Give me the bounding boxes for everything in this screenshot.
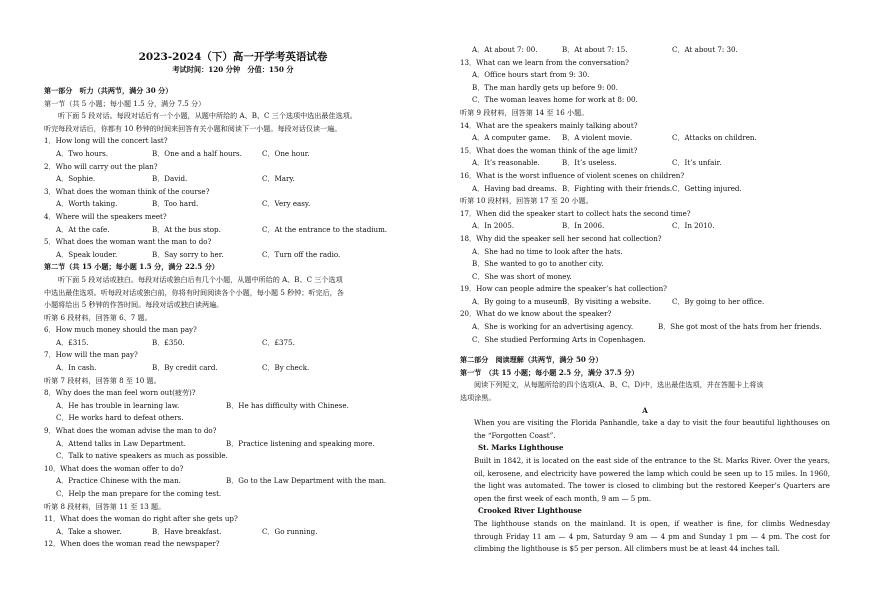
question-8-options	[44, 400, 422, 413]
question-6: 6．How much money should the man pay?	[44, 325, 197, 335]
option-c: C．At the entrance to the stadium.	[262, 224, 388, 234]
option-c: C．Turn off the radio.	[262, 249, 341, 259]
question-10: 10．What does the woman offer to do?	[44, 463, 184, 473]
section2-title: 第二节（共 15 小题；每小题 1.5 分，满分 22.5 分）	[44, 262, 219, 272]
material-7-label: 听第 7 段材料，回答第 8 至 10 题。	[44, 375, 161, 385]
section2-instruction: 中选出最佳选项。听每段对话或独白前，你将有时间阅读各个小题，每小题 5 秒钟；听完后，各	[44, 287, 344, 297]
part1-title: 第一部分 听力（共两节，满分 30 分）	[44, 86, 173, 95]
option-b: B．At the bus stop.	[152, 224, 221, 234]
question-10-options	[44, 475, 422, 488]
option-c: C．Go running.	[262, 526, 318, 536]
option-c: C．By check.	[262, 363, 310, 373]
option-a: A．At the cafe.	[56, 224, 110, 234]
lighthouse-2-text: The lighthouse stands on the mainland. It is open, if weather is fine, for climbs Wednesday through Friday 11 am — 4 pm, Saturday 9 am — 4 pm and Sunday 1 pm — 4 pm. The cost for climbing the lighthouse is $5 per person. All climbers must be at least 44 inches tall.	[474, 518, 830, 554]
option-a: A．Practice Chinese with the man.	[56, 476, 181, 486]
part2-section1-title: 第一节 （共 15 小题；每小题 2.5 分，满分 37.5 分）	[460, 367, 639, 377]
section2-instruction: 小题将给出 5 秒钟的作答时间。每段对话或独白读两遍。	[44, 300, 224, 310]
option-a: A．£315.	[56, 337, 89, 347]
option-a: A．A computer game.	[472, 133, 551, 143]
question-16: 16．What is the worst influence of violent scenes on children?	[460, 170, 685, 180]
question-19: 19．How can people admire the speaker’s hat collection?	[460, 284, 667, 294]
part2-instruction: 选项涂黑。	[460, 393, 496, 403]
option-c: C．£375.	[262, 337, 295, 347]
option-a: A．In cash.	[56, 363, 97, 373]
option-b: B．By credit card.	[152, 363, 218, 373]
option-c: C．She studied Performing Arts in Copenhagen.	[472, 334, 646, 344]
option-a: A．At about 7: 00.	[472, 45, 538, 54]
question-15: 15．What does the woman think of the age limit?	[460, 145, 638, 155]
option-b: B．Go to the Law Department with the man.	[226, 476, 387, 486]
option-c: C．She was short of money.	[472, 271, 572, 281]
option-b: B．At about 7: 15.	[562, 45, 628, 54]
option-c: C．The woman leaves home for work at 8: 00.	[472, 95, 638, 105]
question-17-options	[460, 220, 830, 233]
question-8-options	[44, 412, 422, 425]
question-9: 9．What does the woman advise the man to do?	[44, 426, 217, 436]
question-2-options	[44, 173, 422, 186]
option-c: C．In 2010.	[672, 221, 715, 231]
question-3: 3．What does the woman think of the course?	[44, 186, 210, 196]
question-19-options	[460, 296, 830, 309]
section1-title: 第一节（共 5 小题；每小题 1.5 分，满分 7.5 分）	[44, 98, 206, 108]
option-b: B．Say sorry to her.	[152, 249, 224, 259]
option-a: A．He has trouble in learning law.	[56, 400, 180, 410]
section2-instruction: 听下面 5 段对话或独白。每段对话或独白后有几个小题，从题中所给的 A、B、C 三个选项	[58, 274, 343, 284]
question-9-options	[44, 438, 422, 451]
option-a: A．Take a shower.	[56, 526, 122, 536]
question-5: 5．What does the woman want the man to do?	[44, 237, 212, 247]
option-b: B．A violent movie.	[562, 133, 633, 143]
left-column	[44, 0, 422, 551]
option-b: B．She wanted to go to another city.	[472, 259, 604, 269]
option-b: B．£350.	[152, 337, 185, 347]
option-b: B．The man hardly gets up before 9: 00.	[472, 82, 618, 92]
question-4: 4．Where will the speakers meet?	[44, 211, 167, 221]
lighthouse-2-title: Crooked River Lighthouse	[478, 506, 582, 516]
option-a: A．It’s reasonable.	[472, 158, 540, 168]
question-13-options	[460, 94, 830, 107]
material-9-label: 听第 9 段材料，回答第 14 至 16 小题。	[460, 107, 589, 117]
material-6-label: 听第 6 段材料，回答第 6、7 题。	[44, 312, 152, 322]
option-a: A．In 2005.	[472, 221, 515, 231]
option-c: C．One hour.	[262, 148, 310, 158]
option-c: C．Very easy.	[262, 199, 311, 209]
material-8-label: 听第 8 段材料，回答第 11 至 13 题。	[44, 501, 166, 511]
question-4-options	[44, 224, 422, 237]
question-20: 20．What do we know about the speaker?	[460, 309, 612, 319]
option-c: C．He works hard to defeat others.	[56, 413, 184, 423]
question-9-options	[44, 450, 422, 463]
question-15-options	[460, 157, 830, 170]
option-c: C．Talk to native speakers as much as possible.	[56, 451, 228, 461]
option-b: B．Fighting with their friends.	[562, 183, 673, 193]
option-b: B．Have breakfast.	[152, 526, 222, 536]
option-c: C．Attacks on children.	[672, 133, 757, 143]
option-b: B．It’s useless.	[562, 158, 617, 168]
question-10-options	[44, 488, 422, 501]
option-a: A．She had no time to look after the hats.	[472, 246, 623, 256]
option-b: B．One and a half hours.	[152, 148, 242, 158]
question-12-options	[460, 44, 830, 57]
question-5-options	[44, 249, 422, 262]
question-12: 12．When does the woman read the newspaper?	[44, 539, 220, 549]
question-17: 17．When did the speaker start to collect hats the second time?	[460, 208, 691, 218]
lighthouse-1-title: St. Marks Lighthouse	[478, 443, 564, 453]
option-a: A．Office hours start from 9: 30.	[472, 70, 590, 80]
question-11: 11．What does the woman do right after she gets up?	[44, 514, 238, 524]
question-14: 14．What are the speakers mainly talking about?	[460, 120, 638, 130]
question-3-options	[44, 198, 422, 211]
exam-title: 2023-2024（下）高一开学考英语试卷	[138, 51, 328, 63]
option-b: B．Too hard.	[152, 199, 199, 209]
part2-title: 第二部分 阅读理解（共两节，满分 50 分）	[460, 355, 603, 365]
option-c: C．It’s unfair.	[672, 158, 722, 168]
option-b: B．He has difficulty with Chinese.	[226, 400, 349, 410]
option-a: A．Sophie.	[56, 174, 96, 184]
option-a: A．Attend talks in Law Department.	[56, 438, 186, 448]
question-8: 8．Why does the man feel worn out(疲劳)?	[44, 388, 196, 398]
question-11-options	[44, 526, 422, 539]
option-a: A．Having bad dreams.	[472, 183, 557, 193]
passage-intro: When you are visiting the Florida Panhandle, take a day to visit the four beautiful lighthouses on the “Forgotten Coast”.	[474, 418, 830, 440]
exam-subtitle: 考试时间：120 分钟 分值：150 分	[172, 65, 294, 74]
question-18: 18．Why did the speaker sell her second hat collection?	[460, 233, 662, 243]
option-b: B．She got most of the hats from her friends.	[658, 322, 822, 332]
question-20-options	[460, 321, 830, 334]
option-a: A．She is working for an advertising agency.	[472, 322, 634, 332]
question-13: 13．What can we learn from the conversation?	[460, 57, 629, 67]
question-18-options	[460, 246, 830, 259]
part2-instruction: 阅读下列短文，从每题所给的四个选项(A、B、C、D)中，选出最佳选项，并在答题卡上将该	[474, 380, 764, 390]
question-13-options	[460, 82, 830, 95]
question-7: 7．How will the man pay?	[44, 350, 138, 360]
question-1-options	[44, 148, 422, 161]
option-c: C．Mary.	[262, 174, 295, 184]
section1-instruction: 听下面 5 段对话。每段对话后有一个小题，从题中所给的 A、B、C 三个选项中选出最佳选项。	[58, 111, 357, 121]
question-16-options	[460, 183, 830, 196]
option-b: B．In 2006.	[562, 221, 605, 231]
question-20-options	[460, 334, 830, 347]
option-c: C．Help the man prepare for the coming test.	[56, 489, 222, 498]
question-13-options	[460, 69, 830, 82]
option-b: B．By visiting a website.	[562, 296, 651, 306]
option-a: A．Speak louder.	[56, 249, 118, 259]
lighthouse-1-text: Built in 1842, it is located on the east side of the entrance to the St. Marks River. Over the years, oil, kerosene, and electricity have powered the lamp which could be seen up to 15 miles. In 1960, the light was automated. The tower is closed to climbing but the restored Keeper’s Quarters are open the first week of each month, 9 am — 5 pm.	[474, 456, 830, 503]
question-2: 2．Who will carry out the plan?	[44, 161, 158, 171]
question-7-options	[44, 362, 422, 375]
question-1: 1．How long will the concert last?	[44, 136, 168, 146]
option-c: C．Getting injured.	[672, 183, 742, 193]
option-a: A．Two hours.	[56, 148, 108, 158]
question-18-options	[460, 258, 830, 271]
option-b: B．Practice listening and speaking more.	[226, 438, 375, 448]
option-a: A．By going to a museum.	[472, 296, 567, 306]
question-14-options	[460, 132, 830, 145]
right-column	[460, 0, 830, 556]
passage-letter: A	[642, 405, 648, 415]
option-c: C．At about 7: 30.	[672, 45, 738, 54]
question-6-options	[44, 337, 422, 350]
option-c: C．By going to her office.	[672, 296, 765, 306]
material-10-label: 听第 10 段材料，回答第 17 至 20 小题。	[460, 196, 593, 206]
section1-instruction: 听完每段对话后，你都有 10 秒钟的时间来回答有关小题和阅读下一小题。每段对话仅读一遍。	[44, 123, 342, 133]
option-b: B．David.	[152, 174, 188, 184]
option-a: A．Worth taking.	[56, 199, 118, 209]
question-18-options	[460, 271, 830, 284]
